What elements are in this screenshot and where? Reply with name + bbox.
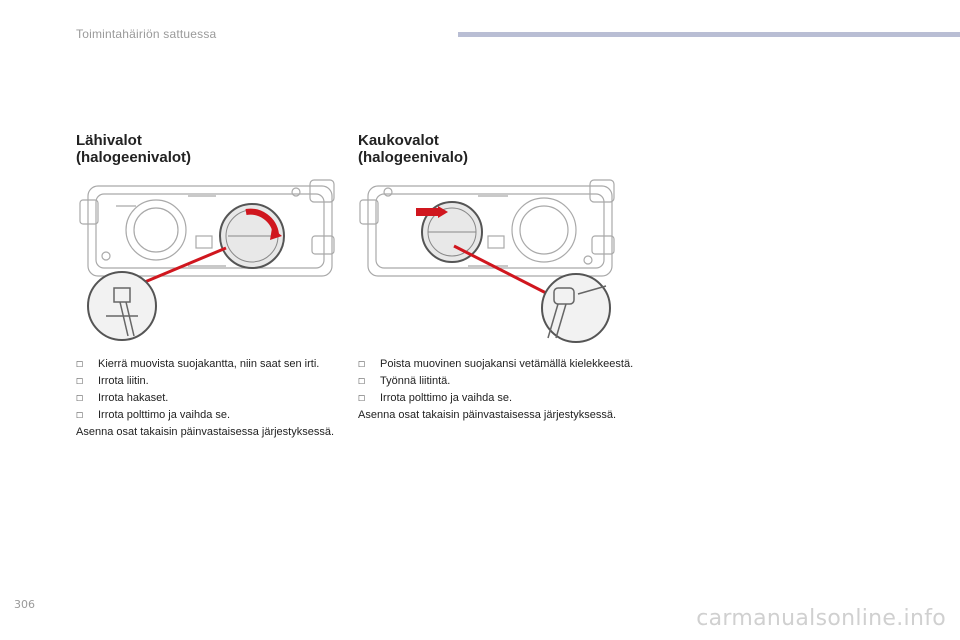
reassembly-note: Asenna osat takaisin päinvastaisessa järjestyksessä. xyxy=(358,409,617,421)
list-item: ☐ Irrota polttimo ja vaihda se. xyxy=(358,390,638,407)
section-high-beam xyxy=(358,132,638,421)
square-checkbox-icon: ☐ xyxy=(358,360,366,369)
watermark: carmanualsonline.info xyxy=(696,606,946,631)
list-item: ☐ Työnnä liitintä. xyxy=(358,373,638,390)
header-accent-bar xyxy=(458,32,960,37)
section-title: Lähivalot (halogeenivalot) xyxy=(76,132,192,166)
section-low-beam xyxy=(76,132,356,438)
square-checkbox-icon: ☐ xyxy=(76,394,84,403)
list-item: ☐ Irrota liitin. xyxy=(76,373,356,390)
page-number: 306 xyxy=(14,598,35,611)
headlamp-low-beam-illustration xyxy=(76,176,338,346)
list-item: ☐ Irrota polttimo ja vaihda se. xyxy=(76,407,356,424)
header-title: Toimintahäiriön sattuessa xyxy=(76,27,217,41)
square-checkbox-icon: ☐ xyxy=(358,377,366,386)
section-title: Kaukovalot (halogeenivalo) xyxy=(358,132,469,166)
headlamp-high-beam-illustration xyxy=(358,176,620,346)
instruction-list xyxy=(76,356,356,440)
reassembly-note: Asenna osat takaisin päinvastaisessa järjestyksessä. xyxy=(76,426,335,438)
square-checkbox-icon: ☐ xyxy=(76,360,84,369)
list-item: ☐ Kierrä muovista suojakantta, niin saat sen irti. xyxy=(76,356,356,373)
instruction-list xyxy=(358,356,638,423)
square-checkbox-icon: ☐ xyxy=(358,394,366,403)
list-item: ☐ Poista muovinen suojakansi vetämällä kielekkeestä. xyxy=(358,356,638,373)
square-checkbox-icon: ☐ xyxy=(76,377,84,386)
list-item: ☐ Irrota hakaset. xyxy=(76,390,356,407)
square-checkbox-icon: ☐ xyxy=(76,411,84,420)
